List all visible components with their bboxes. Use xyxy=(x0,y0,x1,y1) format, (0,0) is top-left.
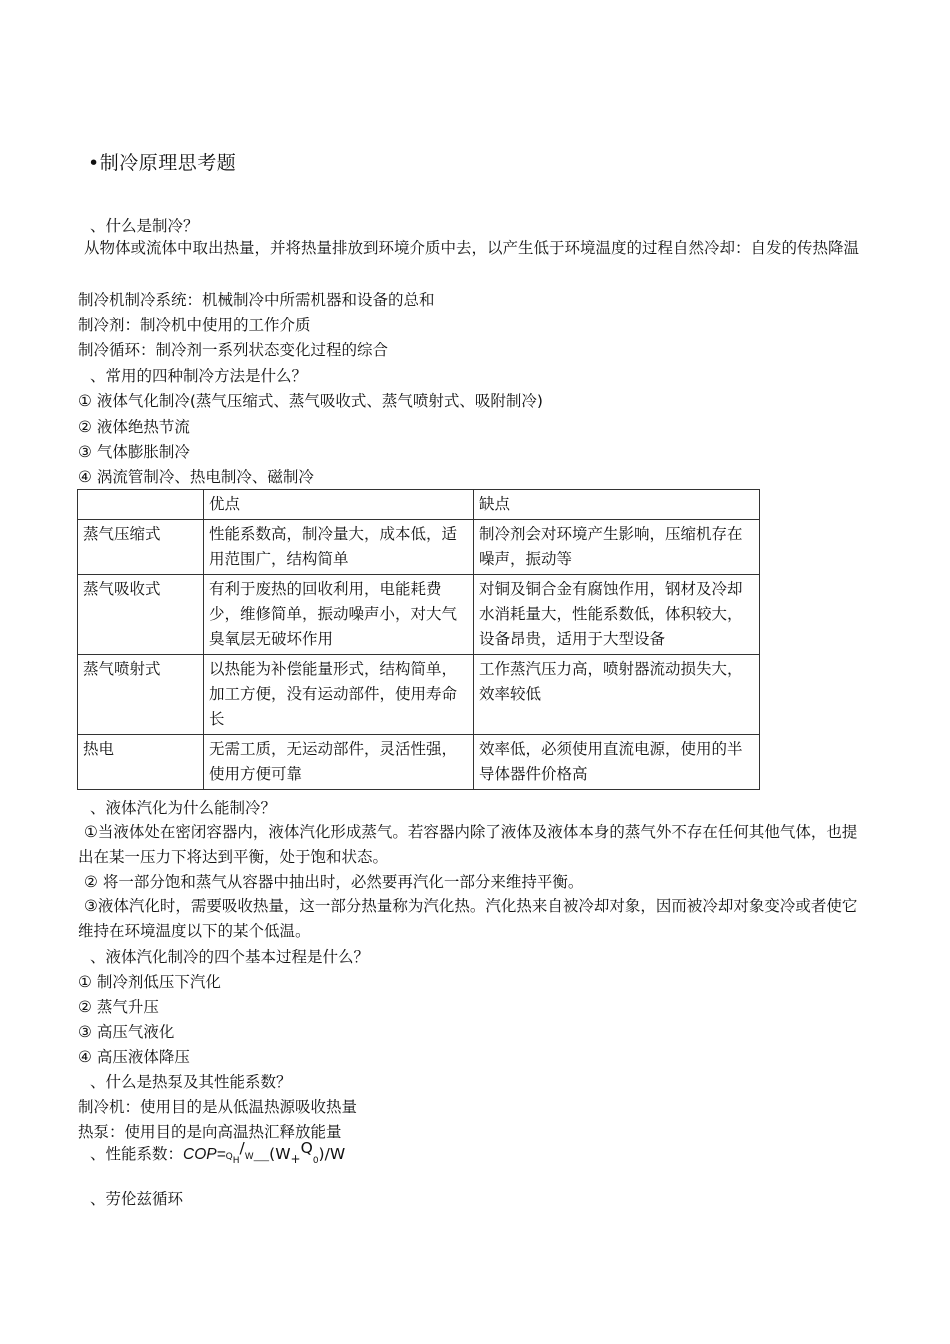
slash-symbol: / xyxy=(239,1139,245,1157)
table-cell: 性能系数高，制冷量大，成本低，适用范围广，结构简单 xyxy=(204,520,474,575)
question-heading: 、什么是热泵及其性能系数？ xyxy=(90,1073,292,1091)
list-item: ① 制冷剂低压下汽化 xyxy=(78,973,221,991)
cop-symbol: COP= xyxy=(183,1146,226,1163)
table-cell: 蒸气喷射式 xyxy=(78,655,204,735)
paragraph: 制冷机：使用目的是从低温热源吸收热量 xyxy=(78,1098,358,1116)
question-heading: 、常用的四种制冷方法是什么？ xyxy=(90,367,308,385)
question-heading: 、劳伦兹循环 xyxy=(90,1190,184,1208)
paragraph: 制冷剂：制冷机中使用的工作介质 xyxy=(78,316,311,334)
list-item: ③ 高压气液化 xyxy=(78,1023,175,1041)
table-row xyxy=(78,735,760,790)
formula-part: ＿(W xyxy=(253,1145,291,1163)
table-cell: 蒸气吸收式 xyxy=(78,575,204,655)
table-cell: 对铜及铜合金有腐蚀作用，钢材及冷却水消耗量大，性能系数低，体积较大，设备昂贵，适用于大型设备 xyxy=(474,575,760,655)
list-item: ④ 涡流管制冷、热电制冷、磁制冷 xyxy=(78,468,314,486)
header-cell: 优点 xyxy=(204,490,474,520)
paragraph: ③液体汽化时，需要吸收热量，这一部分热量称为汽化热。汽化热来自被冷却对象，因而被冷却对象变冷或者使它维持在环境温度以下的某个低温。 xyxy=(78,897,858,940)
table-cell: 以热能为补偿能量形式，结构简单，加工方便，没有运动部件，使用寿命长 xyxy=(204,655,474,735)
header-cell xyxy=(78,490,204,520)
question-heading: 、液体汽化为什么能制冷？ xyxy=(90,799,277,817)
table-cell: 无需工质，无运动部件，灵活性强，使用方便可靠 xyxy=(204,735,474,790)
formula-part: )/W xyxy=(318,1145,346,1163)
q-symbol: Q xyxy=(300,1139,313,1157)
list-item: ② 液体绝热节流 xyxy=(78,418,190,436)
table-cell: 有利于废热的回收利用，电能耗费少，维修简单，振动噪声小，对大气臭氧层无破坏作用 xyxy=(204,575,474,655)
list-item: ② 蒸气升压 xyxy=(78,998,159,1016)
zero-subscript: 0 xyxy=(312,1156,319,1166)
paragraph: ② 将一部分饱和蒸气从容器中抽出时，必然要再汽化一部分来维持平衡。 xyxy=(84,873,584,891)
table-cell: 蒸气压缩式 xyxy=(78,520,204,575)
h-subscript: H xyxy=(232,1156,240,1166)
q-symbol: Q xyxy=(225,1152,233,1162)
cop-formula xyxy=(90,1139,346,1166)
question-heading: 、液体汽化制冷的四个基本过程是什么？ xyxy=(90,948,370,966)
w-symbol: W xyxy=(244,1152,254,1162)
table-header-row xyxy=(78,490,760,520)
page-title: •制冷原理思考题 xyxy=(88,152,237,174)
comparison-table xyxy=(77,489,760,790)
paragraph: ①当液体处在密闭容器内，液体汽化形成蒸气。若容器内除了液体及液体本身的蒸气外不存在任何其他气体，也提出在某一压力下将达到平衡，处于饱和状态。 xyxy=(78,823,858,866)
list-item: ④ 高压液体降压 xyxy=(78,1048,190,1066)
table-cell: 效率低，必须使用直流电源，使用的半导体器件价格高 xyxy=(474,735,760,790)
plus-symbol: + xyxy=(290,1152,301,1166)
paragraph: 制冷循环：制冷剂一系列状态变化过程的综合 xyxy=(78,341,389,359)
table-cell: 制冷剂会对环境产生影响，压缩机存在噪声，振动等 xyxy=(474,520,760,575)
table-cell: 工作蒸汽压力高，喷射器流动损失大，效率较低 xyxy=(474,655,760,735)
paragraph: 制冷机制冷系统：机械制冷中所需机器和设备的总和 xyxy=(78,291,435,309)
table-row xyxy=(78,575,760,655)
list-item: ① 液体气化制冷(蒸气压缩式、蒸气吸收式、蒸气喷射式、吸附制冷) xyxy=(78,392,543,410)
paragraph: 从物体或流体中取出热量，并将热量排放到环境介质中去，以产生低于环境温度的过程自然冷却：自发的传热降温 xyxy=(84,239,860,257)
list-item: ③ 气体膨胀制冷 xyxy=(78,443,190,461)
table-cell: 热电 xyxy=(78,735,204,790)
question-heading: 、什么是制冷？ xyxy=(90,217,199,235)
header-cell: 缺点 xyxy=(474,490,760,520)
paragraph: 热泵：使用目的是向高温热汇释放能量 xyxy=(78,1123,342,1141)
formula-label: 、性能系数： xyxy=(90,1145,184,1163)
table-row xyxy=(78,655,760,735)
table-row xyxy=(78,520,760,575)
